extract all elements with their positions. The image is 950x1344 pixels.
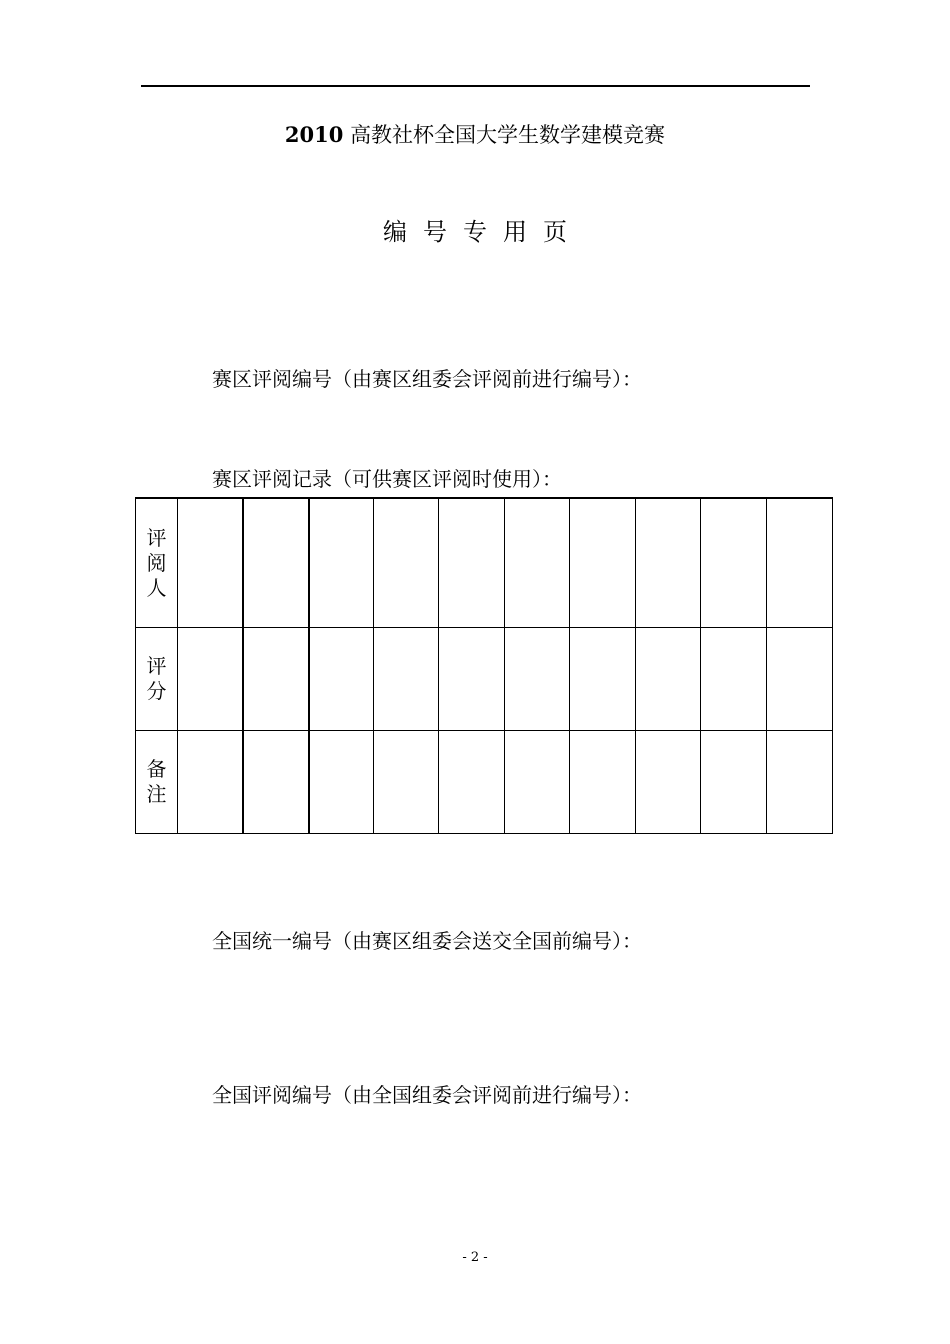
- title-text: 高教社杯全国大学生数学建模竞赛: [350, 123, 666, 147]
- top-rule: [141, 85, 810, 87]
- row-label-reviewer: 评阅人: [136, 498, 178, 628]
- row-label-remarks: 备注: [136, 731, 178, 834]
- table-cell[interactable]: [439, 628, 505, 731]
- page-subtitle: 编号专用页: [383, 218, 583, 246]
- table-cell[interactable]: [505, 731, 570, 834]
- table-cell[interactable]: [505, 498, 570, 628]
- table-cell[interactable]: [570, 628, 636, 731]
- page-title: [0, 118, 950, 152]
- table-cell[interactable]: [701, 731, 767, 834]
- table-row: [136, 628, 833, 731]
- table-row: [136, 731, 833, 834]
- table-cell[interactable]: [439, 731, 505, 834]
- title-year: 2010: [284, 122, 344, 147]
- row-label-score: 评分: [136, 628, 178, 731]
- table-cell[interactable]: [374, 498, 439, 628]
- table-cell[interactable]: [701, 498, 767, 628]
- table-cell[interactable]: [309, 628, 374, 731]
- table-cell[interactable]: [767, 731, 833, 834]
- table-cell[interactable]: [701, 628, 767, 731]
- table-cell[interactable]: [570, 731, 636, 834]
- table-cell[interactable]: [767, 628, 833, 731]
- table-cell[interactable]: [243, 628, 309, 731]
- division-review-number-label: 赛区评阅编号（由赛区组委会评阅前进行编号）：: [212, 367, 642, 391]
- table-cell[interactable]: [636, 628, 701, 731]
- table-cell[interactable]: [243, 731, 309, 834]
- page-number: - 2 -: [462, 1250, 488, 1265]
- table-cell[interactable]: [505, 628, 570, 731]
- table-cell[interactable]: [374, 628, 439, 731]
- table-cell[interactable]: [636, 731, 701, 834]
- table-cell[interactable]: [636, 498, 701, 628]
- table-cell[interactable]: [309, 731, 374, 834]
- division-review-record-label: 赛区评阅记录（可供赛区评阅时使用）：: [212, 467, 562, 491]
- national-unified-number-label: 全国统一编号（由赛区组委会送交全国前编号）：: [212, 929, 642, 953]
- table-cell[interactable]: [178, 498, 243, 628]
- national-review-number-label: 全国评阅编号（由全国组委会评阅前进行编号）：: [212, 1083, 642, 1107]
- table-cell[interactable]: [178, 628, 243, 731]
- table-cell[interactable]: [178, 731, 243, 834]
- table-cell[interactable]: [374, 731, 439, 834]
- table-row: [136, 498, 833, 628]
- table-cell[interactable]: [767, 498, 833, 628]
- table-cell[interactable]: [243, 498, 309, 628]
- table-cell[interactable]: [570, 498, 636, 628]
- review-record-table: [135, 497, 833, 834]
- table-cell[interactable]: [309, 498, 374, 628]
- table-cell[interactable]: [439, 498, 505, 628]
